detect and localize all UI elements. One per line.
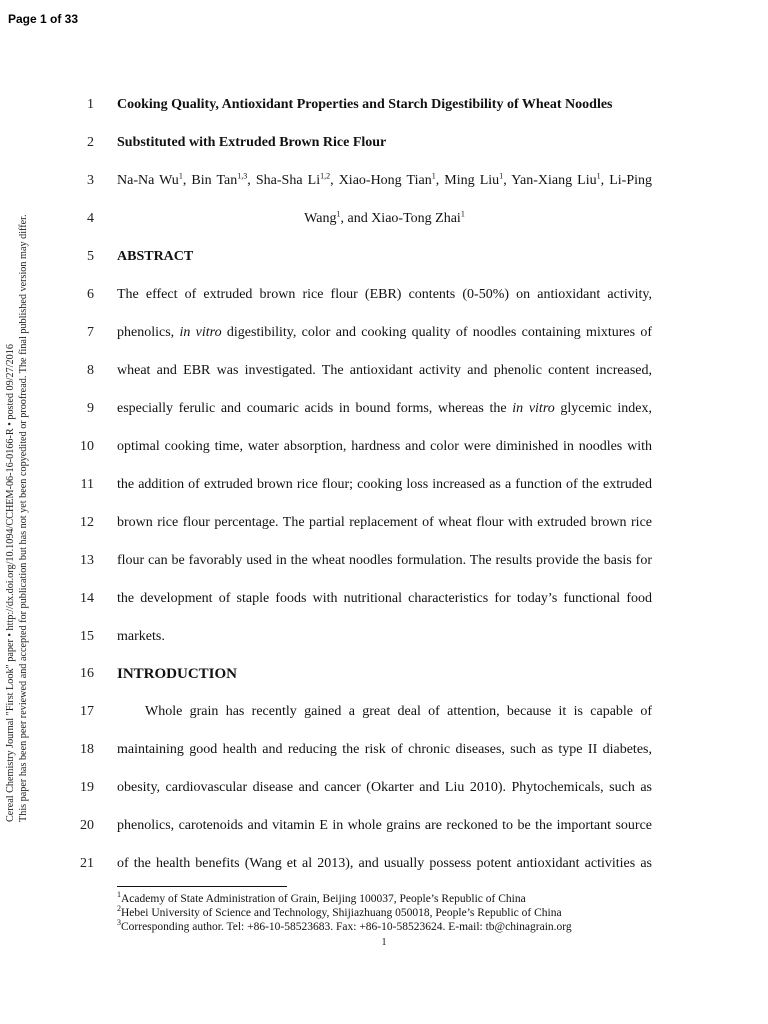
- affiliation-superscript: 1,2: [320, 171, 331, 181]
- introduction-heading-line: [0, 664, 768, 688]
- footnote-corresponding-author: [117, 920, 572, 934]
- line-number: 21: [80, 856, 94, 871]
- footnote-mark: 2: [117, 904, 121, 914]
- abstract-line: [0, 399, 768, 423]
- abstract-line: [0, 437, 768, 461]
- introduction-text: [117, 816, 652, 836]
- text-run: glycemic index,: [554, 401, 652, 416]
- side-note-line-1: Cereal Chemistry Journal "First Look" paper • http://dx.doi.org/10.1094/CCHEM-06-16-0166-R • posted 09/27/2016: [5, 344, 16, 822]
- author-list-line-2: [0, 209, 768, 233]
- abstract-line: [0, 513, 768, 537]
- text-run: flour can be favorably used in the wheat noodles formulation. The results provide the basis for: [117, 553, 652, 568]
- author-list-line-1: [0, 171, 768, 195]
- text-run: Cooking Quality, Antioxidant Properties and Starch Digestibility of Wheat Noodles: [117, 97, 613, 112]
- abstract-text: [117, 589, 652, 609]
- italic-term: in vitro: [512, 401, 555, 416]
- abstract-text: [117, 361, 652, 381]
- page-number: 1: [381, 937, 387, 948]
- abstract-heading-line: [0, 247, 768, 271]
- line-number: 11: [80, 477, 94, 492]
- text-run: optimal cooking time, water absorption, hardness and color were diminished in noodles with: [117, 439, 652, 454]
- abstract-text: [117, 627, 652, 647]
- text-run: , and Xiao-Tong Zhai: [340, 211, 461, 226]
- text-run: brown rice flour percentage. The partial replacement of wheat flour with extruded brown rice: [117, 515, 652, 530]
- footnote-mark: 3: [117, 918, 121, 928]
- text-run: , Ming Liu: [435, 173, 500, 188]
- introduction-text: [117, 854, 652, 874]
- line-number: 3: [87, 173, 94, 188]
- footnote-text: Hebei University of Science and Technology, Shijiazhuang 050018, People’s Republic of China: [121, 907, 562, 919]
- abstract-line: [0, 589, 768, 613]
- footnote-affiliation-2: [117, 906, 562, 920]
- text-run: Na-Na Wu: [117, 173, 179, 188]
- text-run: The effect of extruded brown rice flour (EBR) contents (0-50%) on antioxidant activity,: [117, 287, 652, 302]
- text-run: the development of staple foods with nutritional characteristics for today’s functional food: [117, 591, 652, 606]
- text-run: Substituted with Extruded Brown Rice Flour: [117, 135, 387, 150]
- introduction-line: [0, 740, 768, 764]
- affiliation-superscript: 1: [336, 209, 341, 219]
- abstract-text: [117, 285, 652, 305]
- introduction-line: [0, 778, 768, 802]
- abstract-text: [117, 551, 652, 571]
- affiliation-superscript: 1: [178, 171, 183, 181]
- line-number: 7: [87, 325, 94, 340]
- abstract-text: [117, 399, 652, 419]
- paper-title: [117, 95, 652, 115]
- text-run: especially ferulic and coumaric acids in bound forms, whereas the: [117, 401, 513, 416]
- footnote-text: Corresponding author. Tel: +86-10-58523683. Fax: +86-10-58523624. E-mail: tb@chinagrain.org: [121, 921, 572, 933]
- text-run: , Bin Tan: [182, 173, 238, 188]
- abstract-line: [0, 361, 768, 385]
- text-run: phenolics,: [117, 325, 180, 340]
- introduction-text: [117, 740, 652, 760]
- text-run: , Xiao-Hong Tian: [330, 173, 432, 188]
- abstract-heading: [117, 247, 652, 267]
- text-run: markets.: [117, 629, 165, 644]
- abstract-text: [117, 475, 652, 495]
- text-run: Whole grain has recently gained a great deal of attention, because it is capable of: [145, 704, 652, 719]
- page-indicator: Page 1 of 33: [8, 12, 79, 26]
- line-number: 6: [87, 287, 94, 302]
- line-number: 19: [80, 780, 94, 795]
- text-run: , Sha-Sha Li: [247, 173, 321, 188]
- line-number: 1: [87, 97, 94, 112]
- text-run: phenolics, carotenoids and vitamin E in whole grains are reckoned to be the important source: [117, 818, 652, 833]
- paper-title-line-2: [0, 133, 768, 157]
- footnote-text: Academy of State Administration of Grain, Beijing 100037, People’s Republic of China: [121, 893, 526, 905]
- text-run: digestibility, color and cooking quality of noodles containing mixtures of: [221, 325, 652, 340]
- abstract-line: [0, 551, 768, 575]
- affiliation-superscript: 1,3: [237, 171, 248, 181]
- line-number: 12: [80, 515, 94, 530]
- footnote-affiliation-1: [117, 892, 526, 906]
- affiliation-superscript: 1: [596, 171, 601, 181]
- footnote-divider: [117, 886, 287, 887]
- line-number: 20: [80, 818, 94, 833]
- text-run: Wang: [304, 211, 337, 226]
- text-run: wheat and EBR was investigated. The antioxidant activity and phenolic content increased,: [117, 363, 652, 378]
- introduction-text: [117, 778, 652, 798]
- introduction-line: [0, 702, 768, 726]
- text-run: ABSTRACT: [117, 249, 194, 264]
- text-run: , Yan-Xiang Liu: [503, 173, 597, 188]
- line-number: 14: [80, 591, 94, 606]
- abstract-line: [0, 475, 768, 499]
- paper-title-line-1: [0, 95, 768, 119]
- line-number: 17: [80, 704, 94, 719]
- text-run: of the health benefits (Wang et al 2013), and usually possess potent antioxidant activities as: [117, 856, 652, 871]
- text-run: INTRODUCTION: [117, 666, 238, 682]
- text-run: the addition of extruded brown rice flour; cooking loss increased as a function of the extruded: [117, 477, 652, 492]
- text-run: maintaining good health and reducing the risk of chronic diseases, such as type II diabetes,: [117, 742, 652, 757]
- abstract-text: [117, 323, 652, 343]
- abstract-line: [0, 627, 768, 651]
- text-run: , Li-Ping: [600, 173, 652, 188]
- line-number: 10: [80, 439, 94, 454]
- introduction-line: [0, 854, 768, 878]
- introduction-line: [0, 816, 768, 840]
- introduction-heading: [117, 664, 652, 684]
- abstract-text: [117, 437, 652, 457]
- line-number: 18: [80, 742, 94, 757]
- footnote-mark: 1: [117, 890, 121, 900]
- line-number: 16: [80, 666, 94, 681]
- line-number: 2: [87, 135, 94, 150]
- line-number: 15: [80, 629, 94, 644]
- text-run: obesity, cardiovascular disease and cancer (Okarter and Liu 2010). Phytochemicals, such as: [117, 780, 652, 795]
- abstract-line: [0, 285, 768, 309]
- line-number: 5: [87, 249, 94, 264]
- introduction-text: [117, 702, 652, 722]
- line-number: 13: [80, 553, 94, 568]
- affiliation-superscript: 1: [499, 171, 504, 181]
- abstract-line: [0, 323, 768, 347]
- author-list: [117, 171, 652, 191]
- line-number: 9: [87, 401, 94, 416]
- line-number: 8: [87, 363, 94, 378]
- affiliation-superscript: 1: [431, 171, 436, 181]
- paper-title-continued: [117, 133, 652, 153]
- side-note-line-2: This paper has been peer reviewed and accepted for publication but has not yet been copyedited or proofread. The final published version may differ.: [18, 214, 29, 822]
- author-list-continued: [117, 209, 652, 229]
- affiliation-superscript: 1: [460, 209, 465, 219]
- line-number: 4: [87, 211, 94, 226]
- italic-term: in vitro: [179, 325, 222, 340]
- abstract-text: [117, 513, 652, 533]
